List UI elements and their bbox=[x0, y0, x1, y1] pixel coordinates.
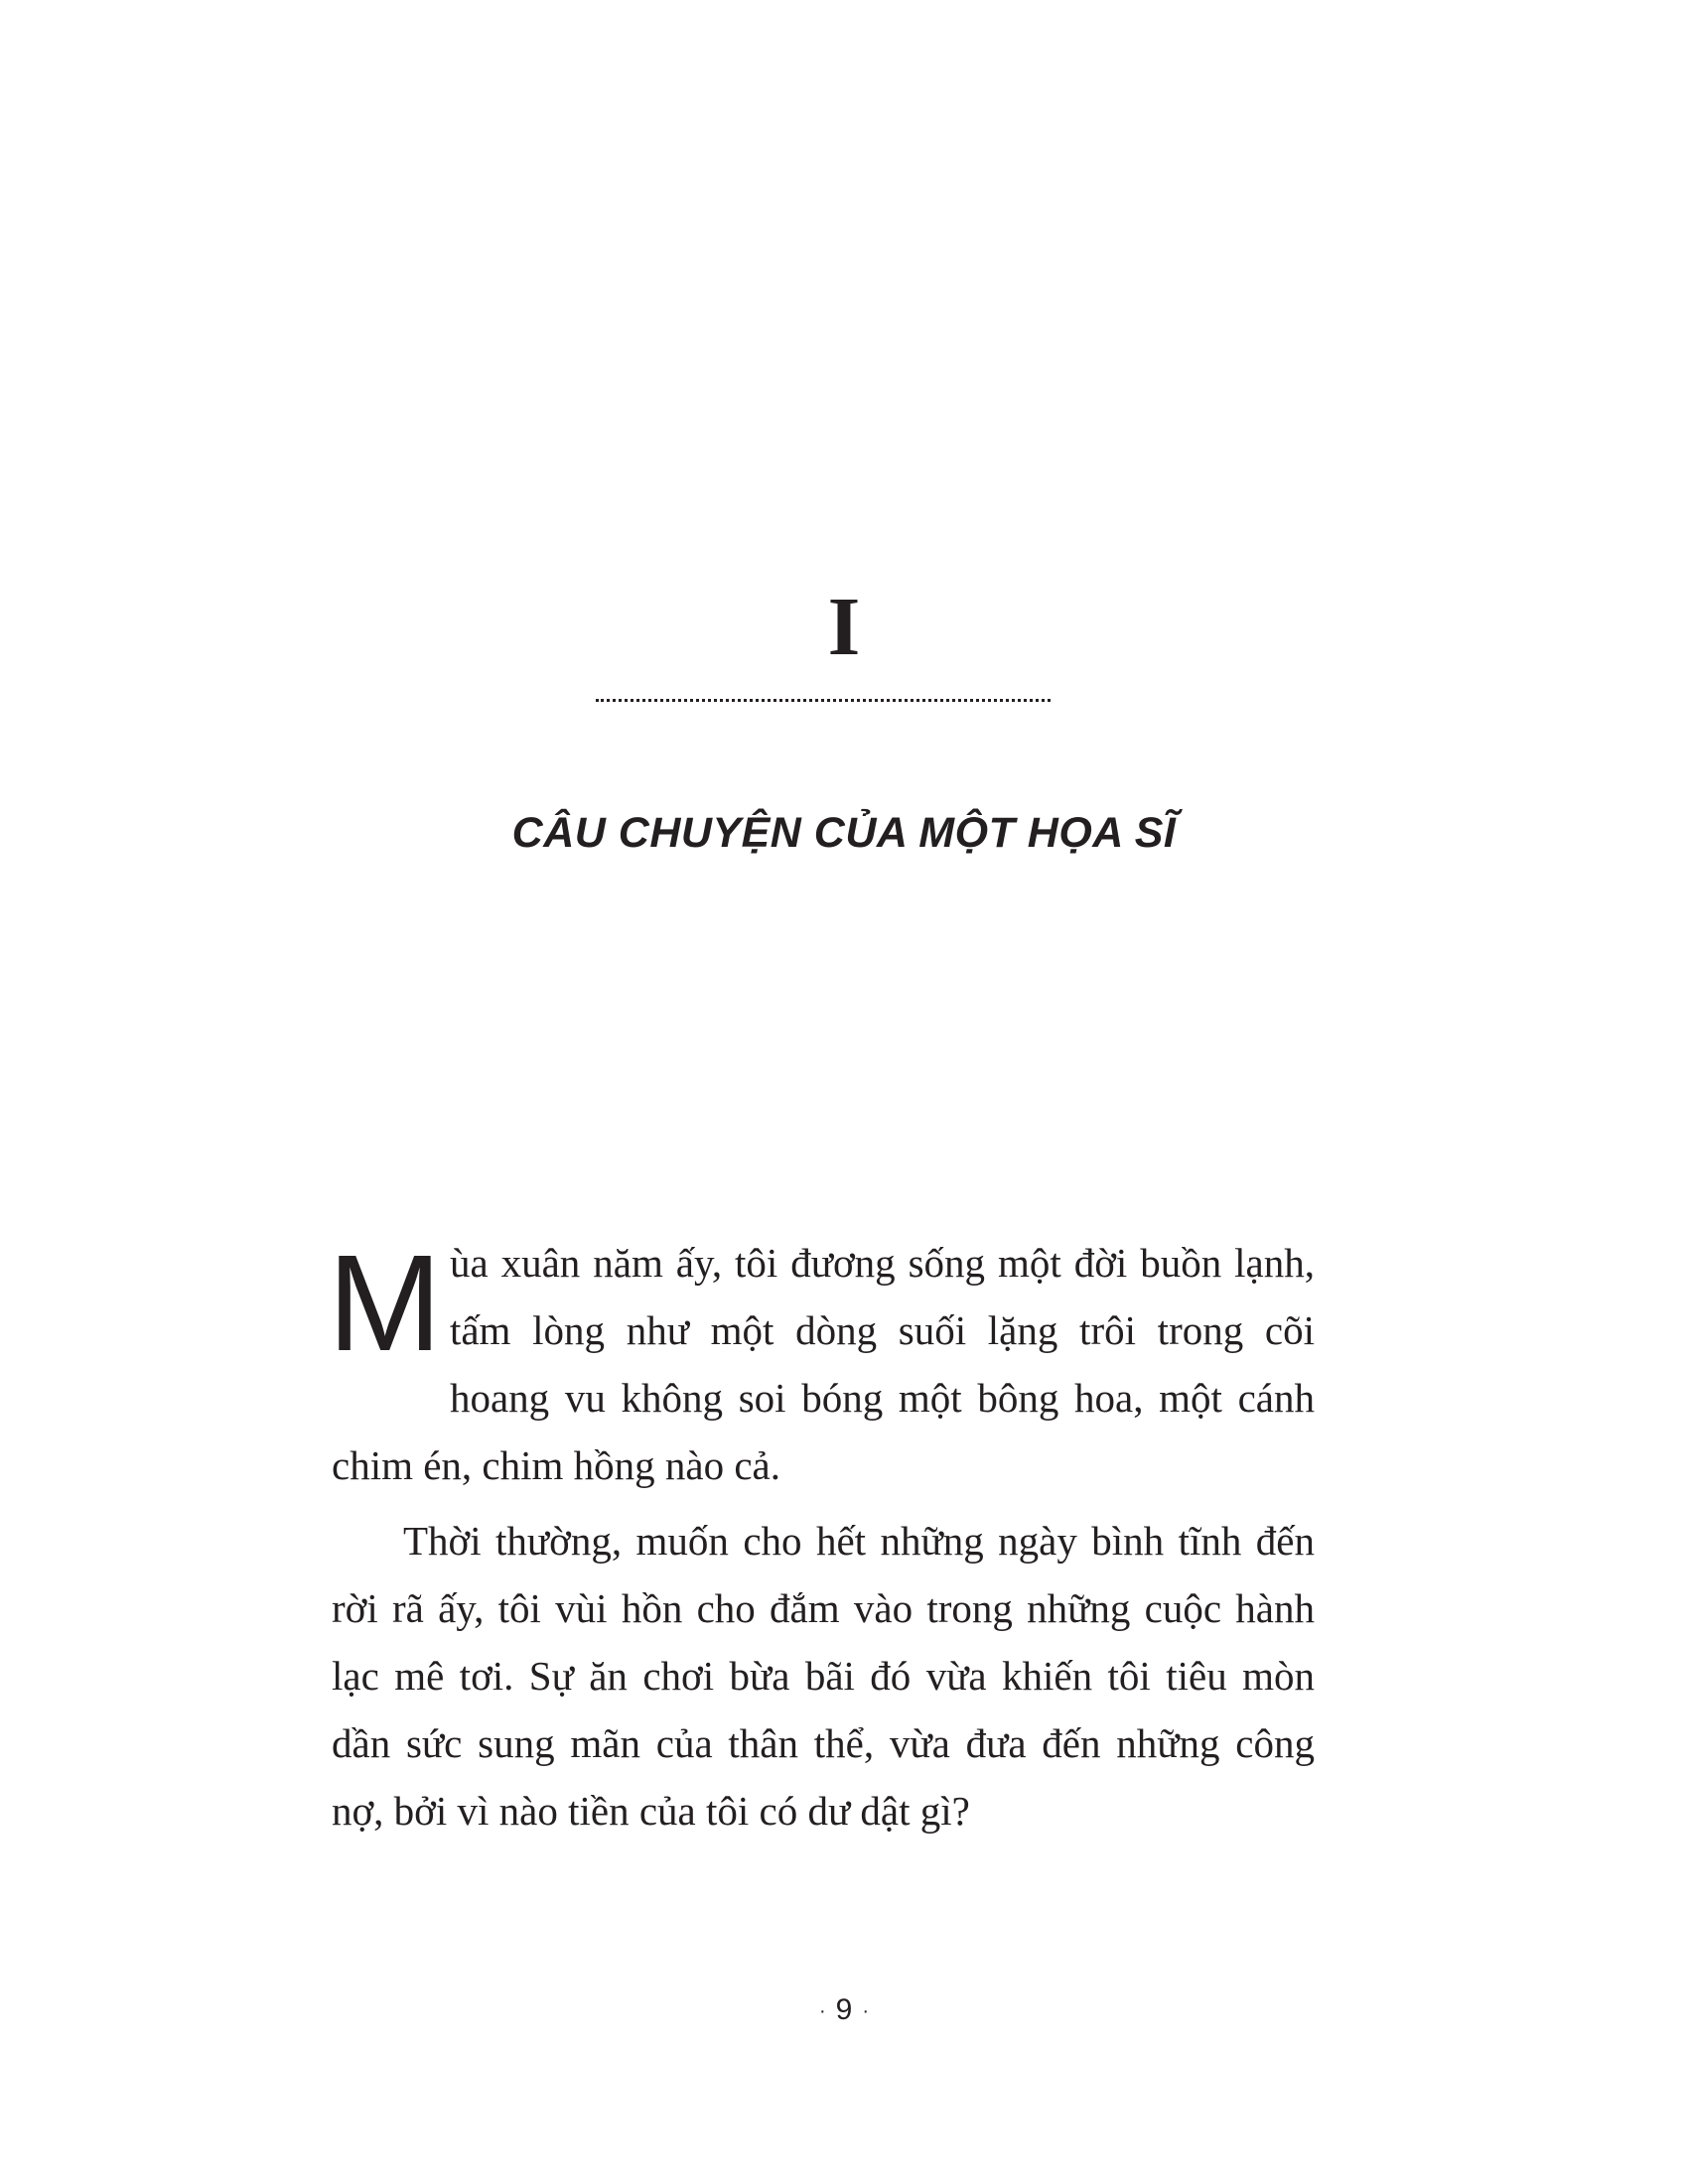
paragraph-text: ùa xuân năm ấy, tôi đương sống một đời buồn lạnh, tấm lòng như một dòng suối lặng trôi trong cõi hoang vu không soi bóng một bông hoa, một cánh chim én, chim hồng nào cả. bbox=[332, 1240, 1315, 1488]
drop-cap: M bbox=[328, 1227, 442, 1380]
paragraph: Thời thường, muốn cho hết những ngày bình tĩnh đến rời rã ấy, tôi vùi hồn cho đắm vào trong những cuộc hành lạc mê tơi. Sự ăn chơi bừa bãi đó vừa khiến tôi tiêu mòn dần sức sung mãn của thân thể, vừa đưa đến những công nợ, bởi vì nào tiền của tôi có dư dật gì? bbox=[332, 1518, 1315, 1834]
paragraph bbox=[328, 1227, 1315, 1499]
page-number-dot-right: · bbox=[862, 2000, 870, 2023]
chapter-number: I bbox=[827, 581, 861, 673]
chapter-title: CÂU CHUYỆN CỦA MỘT HỌA SĨ bbox=[511, 809, 1177, 857]
body-text bbox=[328, 1227, 1315, 1844]
page-number-dot-left: · bbox=[818, 2000, 826, 2023]
page-number bbox=[0, 1995, 1688, 2025]
chapter-divider bbox=[596, 699, 1051, 702]
page-number-value: 9 bbox=[835, 1993, 853, 2026]
